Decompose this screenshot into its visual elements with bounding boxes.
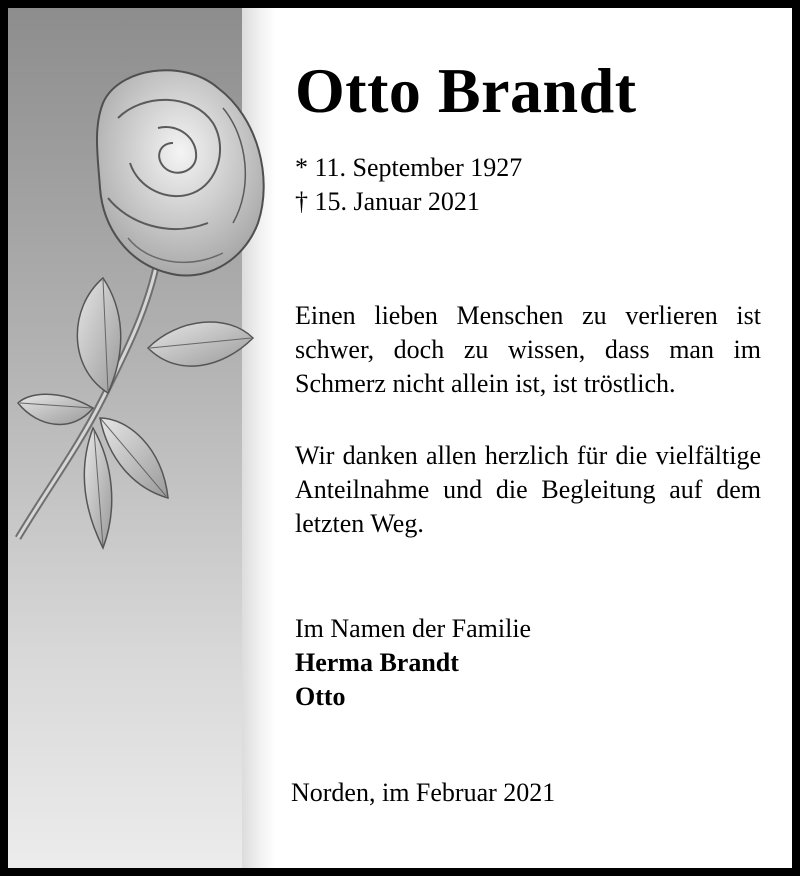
family-signature [295, 612, 531, 714]
signature-intro: Im Namen der Familie [295, 614, 532, 643]
life-dates [295, 151, 522, 219]
thanks-paragraph: Wir danken allen herzlich für die vielfältige Anteilnahme und die Begleitung auf dem letzten Weg. [295, 441, 761, 538]
birth-date: * 11. September 1927 [295, 153, 523, 182]
signature-name: Otto [295, 682, 346, 711]
signature-name: Herma Brandt [295, 648, 459, 677]
rose-icon [8, 48, 278, 568]
place-date: Norden, im Februar 2021 [291, 778, 556, 807]
deceased-name: Otto Brandt [295, 55, 637, 126]
condolence-paragraph: Einen lieben Menschen zu verlieren ist schwer, doch zu wissen, dass man im Schmerz nicht allein ist, ist tröstlich. [295, 301, 761, 398]
death-date: † 15. Januar 2021 [295, 187, 480, 216]
